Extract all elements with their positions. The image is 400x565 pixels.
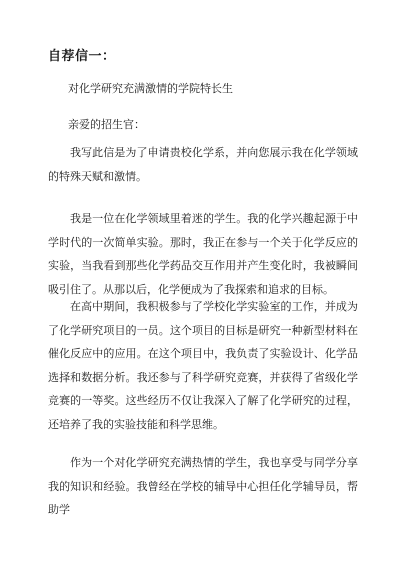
letter-salutation: 亲爱的招生官：: [68, 118, 145, 131]
paragraph-interest: 我是一位在化学领域里着迷的学生。我的化学兴趣起源于中学时代的一次简单实验。那时，我正在参与一个关于化学反应的实验，当我看到那些化学药品交互作用并产生变化时，我被瞬间吸引住了。从那以后，化学便成为了我探索和追求的目标。: [48, 212, 358, 296]
letter-subtitle: 对化学研究充满激情的学院特长生: [68, 82, 233, 95]
paragraph-highschool: 在高中期间，我积极参与了学校化学实验室的工作，并成为了化学研究项目的一员。这个项目的目标是研究一种新型材料在催化反应中的应用。在这个项目中，我负责了实验设计、化学品选择和数据分析。我还参与了科学研究竞赛，并获得了省级化学竞赛的一等奖。这些经历不仅让我深入了解了化学研究的过程，还培养了我的实验技能和科学思维。: [48, 300, 358, 431]
paragraph-intro: 我写此信是为了申请贵校化学系，并向您展示我在化学领域的特殊天赋和激情。: [48, 146, 358, 183]
paragraph-sharing: 作为一个对化学研究充满热情的学生，我也享受与同学分享我的知识和经验。我曾经在学校的辅导中心担任化学辅导员，帮助学: [48, 456, 358, 516]
letter-heading: 自荐信一：: [48, 49, 116, 64]
